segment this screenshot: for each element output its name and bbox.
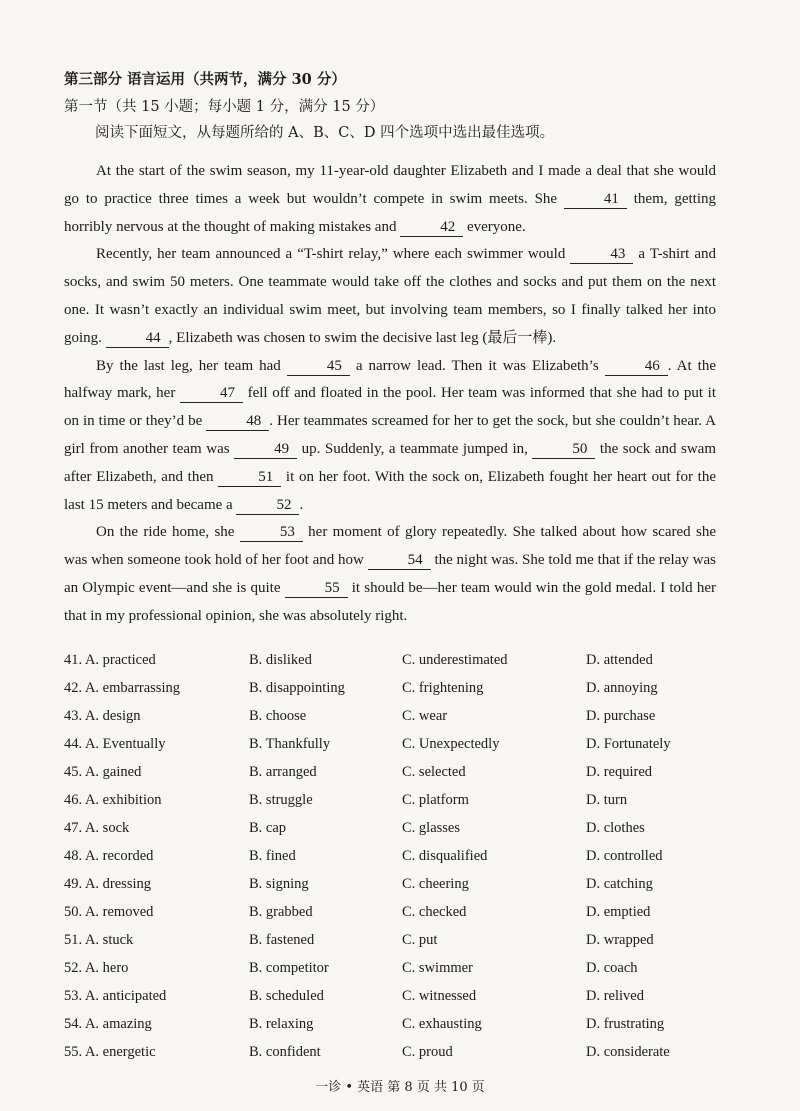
option-a: 54. A. amazing [64, 1015, 152, 1032]
option-row [64, 730, 744, 758]
option-a: 52. A. hero [64, 959, 129, 976]
option-d: D. coach [586, 959, 638, 976]
option-a: 41. A. practiced [64, 651, 156, 668]
option-a: 48. A. recorded [64, 847, 154, 864]
option-c: C. exhausting [402, 1015, 482, 1032]
option-c: C. underestimated [402, 651, 508, 668]
option-c: C. glasses [402, 819, 460, 836]
option-row [64, 814, 744, 842]
blank-53: 53 [240, 523, 303, 542]
option-d: D. considerate [586, 1043, 670, 1060]
text: up. Suddenly, a teammate jumped in, [297, 440, 533, 457]
option-b: B. struggle [249, 791, 313, 808]
answer-options [64, 646, 744, 1066]
blank-41: 41 [564, 190, 627, 209]
paragraph-1 [64, 158, 716, 241]
option-b: B. Thankfully [249, 735, 331, 752]
blank-42: 42 [400, 218, 463, 237]
option-d: D. emptied [586, 903, 651, 920]
option-b: B. disliked [249, 651, 312, 668]
option-a: 43. A. design [64, 707, 141, 724]
blank-49: 49 [234, 440, 297, 459]
option-d: D. catching [586, 875, 653, 892]
text: , Elizabeth was chosen to swim the decisive last leg (最后一棒). [168, 329, 557, 346]
option-b: B. grabbed [249, 903, 313, 920]
option-d: D. Fortunately [586, 735, 671, 752]
text: . At the halfway mark, her [64, 357, 716, 402]
option-c: C. selected [402, 763, 466, 780]
option-a: 47. A. sock [64, 819, 130, 836]
option-row [64, 758, 744, 786]
option-d: D. turn [586, 791, 628, 808]
option-b: B. scheduled [249, 987, 324, 1004]
option-a: 44. A. Eventually [64, 735, 166, 752]
option-b: B. fined [249, 847, 296, 864]
option-c: C. checked [402, 903, 467, 920]
option-a: 45. A. gained [64, 763, 142, 780]
text: . Her teammates screamed for her to get the sock, but she couldn’t hear. A girl from another team was [64, 413, 716, 457]
option-c: C. cheering [402, 875, 469, 892]
option-c: C. platform [402, 791, 469, 808]
blank-54: 54 [368, 551, 431, 570]
text: Recently, her team announced a “T-shirt relay,” where each swimmer would [96, 246, 571, 263]
text: . [299, 496, 304, 513]
option-row [64, 982, 744, 1010]
option-row [64, 954, 744, 982]
option-a: 50. A. removed [64, 903, 154, 920]
blank-51: 51 [218, 468, 281, 487]
text: the night was. She told me that if the relay was an Olympic event—and she is quite [64, 552, 716, 596]
option-row [64, 926, 744, 954]
option-b: B. fastened [249, 931, 315, 948]
option-d: D. relived [586, 987, 644, 1004]
blank-43: 43 [570, 245, 633, 264]
instruction: 阅读下面短文，从每题所给的 A、B、C、D 四个选项中选出最佳选项。 [95, 125, 555, 141]
option-b: B. disappointing [249, 679, 345, 696]
option-b: B. relaxing [249, 1015, 314, 1032]
part-title: 第三部分 语言运用（共两节，满分 30 分） [64, 71, 346, 88]
option-row [64, 646, 744, 674]
page-footer: 一诊 • 英语 第 8 页 共 10 页 [315, 1080, 485, 1095]
option-a: 53. A. anticipated [64, 987, 167, 1004]
option-row [64, 674, 744, 702]
option-a: 46. A. exhibition [64, 791, 162, 808]
option-row [64, 1038, 744, 1066]
blank-52: 52 [236, 496, 299, 515]
text: everyone. [463, 218, 526, 235]
text: a T-shirt and socks, and swim 50 meters. One teammate would take off the clothes and socks and put them on the next one. It wasn’t exactly an individual swim meet, but involving team members, so I finally talked her into going. [64, 246, 716, 346]
text: By the last leg, her team had [96, 357, 287, 374]
text: a narrow lead. Then it was Elizabeth’s [349, 357, 605, 374]
option-row [64, 898, 744, 926]
text: At the start of the swim season, my 11-year-old daughter Elizabeth and I made a deal that she would go to practice three times a week but wouldn’t compete in swim meets. She [64, 163, 716, 207]
text: them, getting horribly nervous at the thought of making mistakes and [64, 190, 717, 235]
option-row [64, 1010, 744, 1038]
option-row [64, 702, 744, 730]
option-c: C. proud [402, 1043, 453, 1060]
option-b: B. confident [249, 1043, 321, 1060]
option-b: B. competitor [249, 959, 329, 976]
text: her moment of glory repeatedly. She talked about how scared she was when someone took hold of her foot and how [64, 524, 716, 569]
option-d: D. purchase [586, 707, 656, 724]
option-c: C. disqualified [402, 847, 488, 864]
section-title: 第一节（共 15 小题；每小题 1 分，满分 15 分） [64, 99, 385, 115]
option-row [64, 870, 744, 898]
paragraph-2 [64, 241, 716, 352]
blank-46: 46 [605, 357, 668, 376]
option-b: B. arranged [249, 763, 317, 780]
option-a: 49. A. dressing [64, 875, 151, 892]
option-c: C. frightening [402, 679, 484, 696]
cloze-passage [64, 158, 716, 631]
option-c: C. wear [402, 707, 448, 724]
option-c: C. Unexpectedly [402, 735, 500, 752]
option-d: D. required [586, 763, 653, 780]
option-row [64, 842, 744, 870]
option-d: D. attended [586, 651, 653, 668]
option-a: 42. A. embarrassing [64, 679, 180, 696]
option-a: 51. A. stuck [64, 931, 134, 948]
paragraph-3 [64, 353, 716, 520]
option-c: C. put [402, 931, 438, 948]
text: fell off and floated in the pool. Her team was informed that she had to put it on in time or they’d be [64, 385, 716, 430]
option-b: B. cap [249, 819, 287, 836]
text: it on her foot. With the sock on, Elizabeth fought her heart out for the last 15 meters and became a [64, 468, 716, 513]
option-row [64, 786, 744, 814]
blank-45: 45 [287, 357, 350, 376]
option-b: B. choose [249, 707, 307, 724]
option-c: C. witnessed [402, 987, 477, 1004]
option-a: 55. A. energetic [64, 1043, 156, 1060]
blank-50: 50 [532, 440, 595, 459]
text: it should be—her team would win the gold medal. I told her that in my professional opinion, she was absolutely right. [64, 579, 716, 624]
option-d: D. wrapped [586, 931, 654, 948]
paragraph-4 [64, 519, 716, 630]
blank-47: 47 [180, 384, 243, 403]
option-d: D. controlled [586, 847, 663, 864]
blank-48: 48 [206, 412, 269, 431]
option-c: C. swimmer [402, 959, 473, 976]
text: On the ride home, she [96, 524, 240, 541]
blank-55: 55 [285, 579, 348, 598]
blank-44: 44 [106, 329, 169, 348]
option-d: D. frustrating [586, 1015, 665, 1032]
text: the sock and swam after Elizabeth, and then [64, 440, 716, 485]
option-b: B. signing [249, 875, 309, 892]
option-d: D. clothes [586, 819, 645, 836]
option-d: D. annoying [586, 679, 658, 696]
